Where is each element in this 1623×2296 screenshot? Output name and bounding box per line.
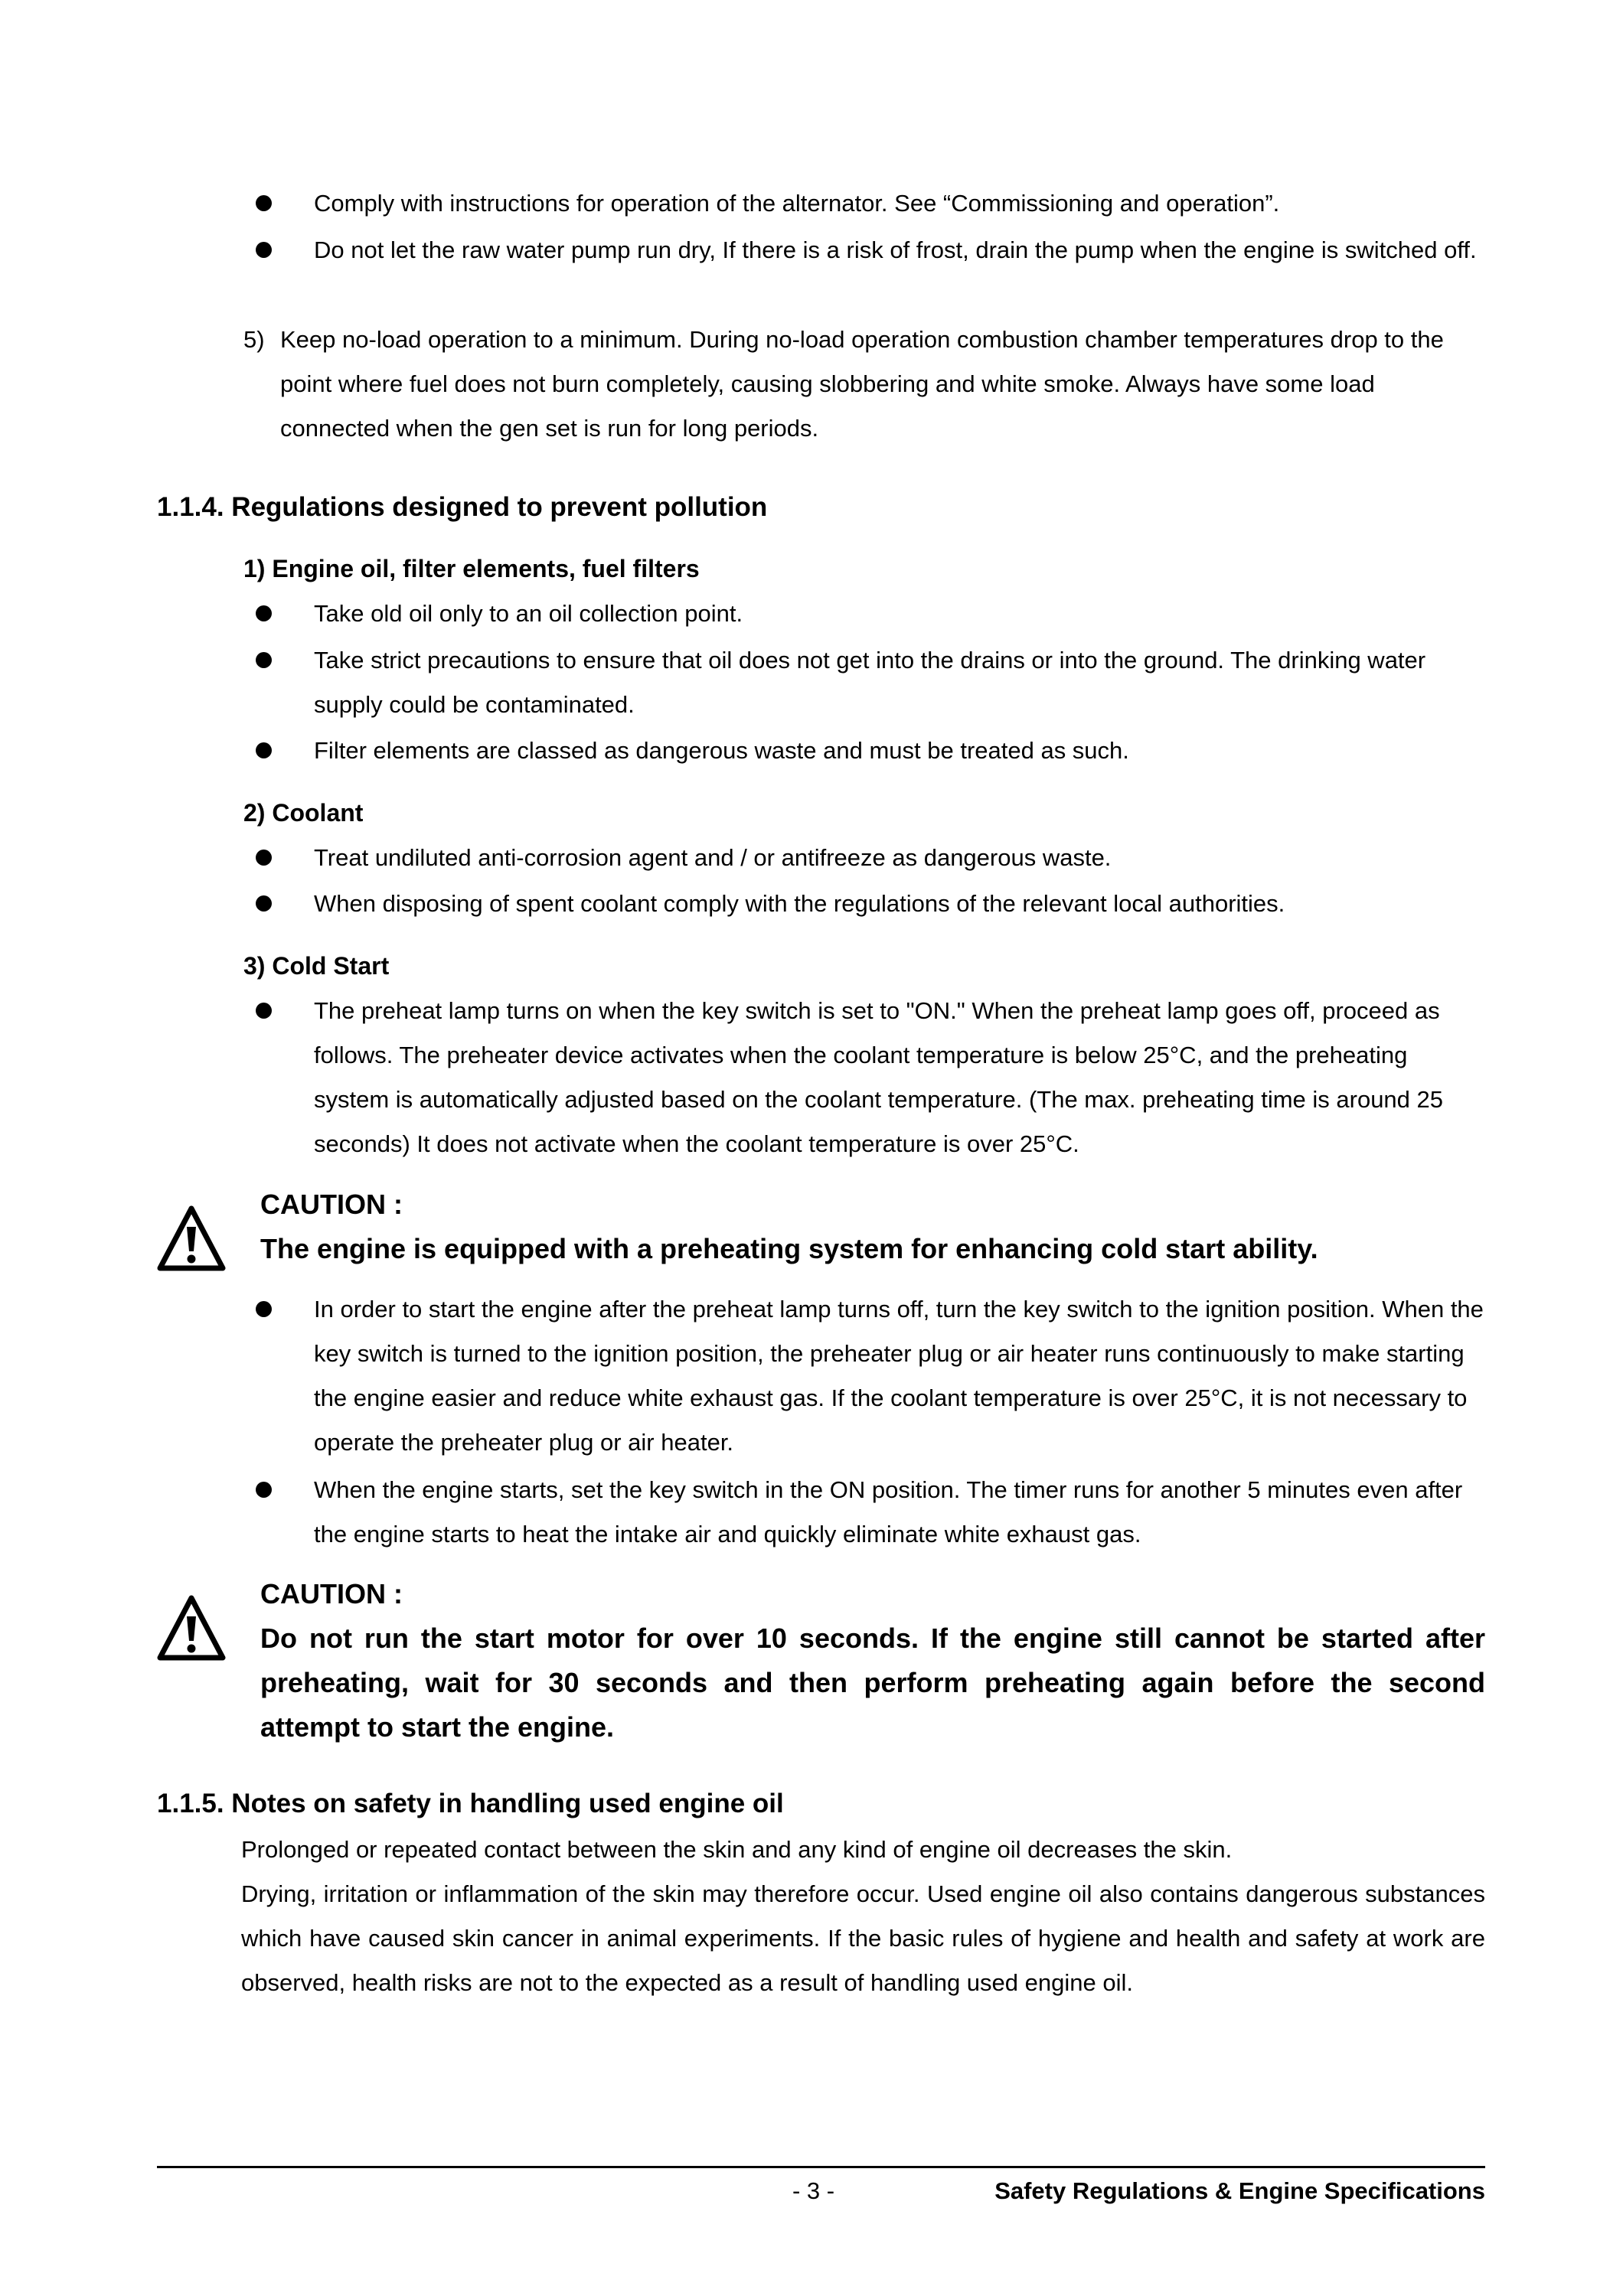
bullet-dot — [256, 652, 272, 668]
warning-icon — [157, 1595, 226, 1661]
bullet-text: Take strict precautions to ensure that oil does not get into the drains or into the ground. The drinking water supply could be contaminated. — [314, 647, 1426, 718]
bullet-text: Treat undiluted anti-corrosion agent and / or antifreeze as dangerous waste. — [314, 844, 1112, 871]
section-heading-115: 1.1.5. Notes on safety in handling used engine oil — [157, 1789, 784, 1818]
warning-icon — [157, 1205, 226, 1271]
bullet-text: In order to start the engine after the preheat lamp turns off, turn the key switch to the ignition position. When the key switch is turned to the ignition position, the preheater plug or air heater runs continuously to make starting the engine easier and reduce white exhaust gas. If the coolant temperature is over 25°C, it is not necessary to operate the preheater plug or air heater. — [314, 1296, 1484, 1456]
bullet-spent-coolant — [283, 882, 1485, 926]
bullet-text: When the engine starts, set the key switch in the ON position. The timer runs for another 5 minutes even after the engine starts to heat the intake air and quickly eliminate white exhaust gas. — [314, 1476, 1463, 1548]
numbered-item-5 — [243, 318, 1485, 451]
bullet-dot — [256, 1003, 272, 1019]
caution-title: CAUTION : — [260, 1189, 403, 1220]
bullet-alternator — [283, 181, 1485, 226]
bullet-text: Do not let the raw water pump run dry, If there is a risk of frost, drain the pump when the engine is switched off. — [314, 236, 1477, 263]
caution-box-preheating — [157, 1182, 1485, 1274]
item-number: 5) — [243, 326, 265, 353]
bullet-start-engine — [283, 1287, 1485, 1465]
bullet-dot — [256, 195, 272, 211]
bullet-text: Comply with instructions for operation of the alternator. See “Commissioning and operation”. — [314, 190, 1280, 217]
subheading-cold-start: 3) Cold Start — [243, 952, 390, 980]
caution-title: CAUTION : — [260, 1578, 403, 1609]
bullet-oil-drains — [283, 638, 1485, 727]
footer-divider — [157, 2166, 1485, 2168]
footer-title: Safety Regulations & Engine Specifications — [994, 2177, 1485, 2204]
bullet-text: When disposing of spent coolant comply with the regulations of the relevant local authorities. — [314, 890, 1285, 917]
bullet-dot — [256, 850, 272, 866]
paragraph-skin-contact: Prolonged or repeated contact between the skin and any kind of engine oil decreases the skin. — [241, 1836, 1233, 1863]
subheading-engine-oil: 1) Engine oil, filter elements, fuel filters — [243, 555, 700, 582]
bullet-engine-starts — [283, 1468, 1485, 1557]
caution-text: Do not run the start motor for over 10 seconds. If the engine still cannot be started after preheating, wait for 30 seconds and then perform preheating again before the second attempt to start the engine. — [260, 1623, 1485, 1743]
caution-text: The engine is equipped with a preheating system for enhancing cold start ability. — [260, 1233, 1318, 1264]
bullet-text: The preheat lamp turns on when the key switch is set to "ON." When the preheat lamp goes off, proceed as follows. The preheater device activates when the coolant temperature is below 25°C, and the preheating system is automatically adjusted based on the coolant temperature. (The max. preheating time is around 25 seconds) It does not activate when the coolant temperature is over 25°C. — [314, 997, 1444, 1157]
bullet-text: Take old oil only to an oil collection point. — [314, 600, 743, 627]
caution-box-start-motor — [157, 1572, 1485, 1756]
bullet-dot — [256, 895, 272, 912]
bullet-dot — [256, 742, 272, 758]
bullet-text: Filter elements are classed as dangerous waste and must be treated as such. — [314, 737, 1129, 764]
item-text: Keep no-load operation to a minimum. During no-load operation combustion chamber temperatures drop to the point where fuel does not burn completely, causing slobbering and white smoke. Always have some load connected when the gen set is run for long periods. — [280, 326, 1444, 442]
bullet-dot — [256, 605, 272, 621]
section-heading-114: 1.1.4. Regulations designed to prevent pollution — [157, 492, 768, 522]
bullet-raw-water-pump — [283, 228, 1485, 272]
bullet-preheat-lamp — [283, 989, 1485, 1166]
paragraph-used-oil-risks: Drying, irritation or inflammation of the skin may therefore occur. Used engine oil also contains dangerous substances which have caused skin cancer in animal experiments. If the basic rules of hygiene and health and safety at work are observed, health risks are not to the expected as a result of handling used engine oil. — [241, 1880, 1485, 1996]
bullet-filter-elements — [283, 729, 1485, 773]
bullet-anti-corrosion — [283, 836, 1485, 880]
subheading-coolant: 2) Coolant — [243, 799, 364, 827]
page-number: - 3 - — [792, 2177, 835, 2204]
bullet-dot — [256, 1301, 272, 1317]
bullet-old-oil — [283, 592, 1485, 636]
bullet-dot — [256, 242, 272, 258]
bullet-dot — [256, 1482, 272, 1498]
